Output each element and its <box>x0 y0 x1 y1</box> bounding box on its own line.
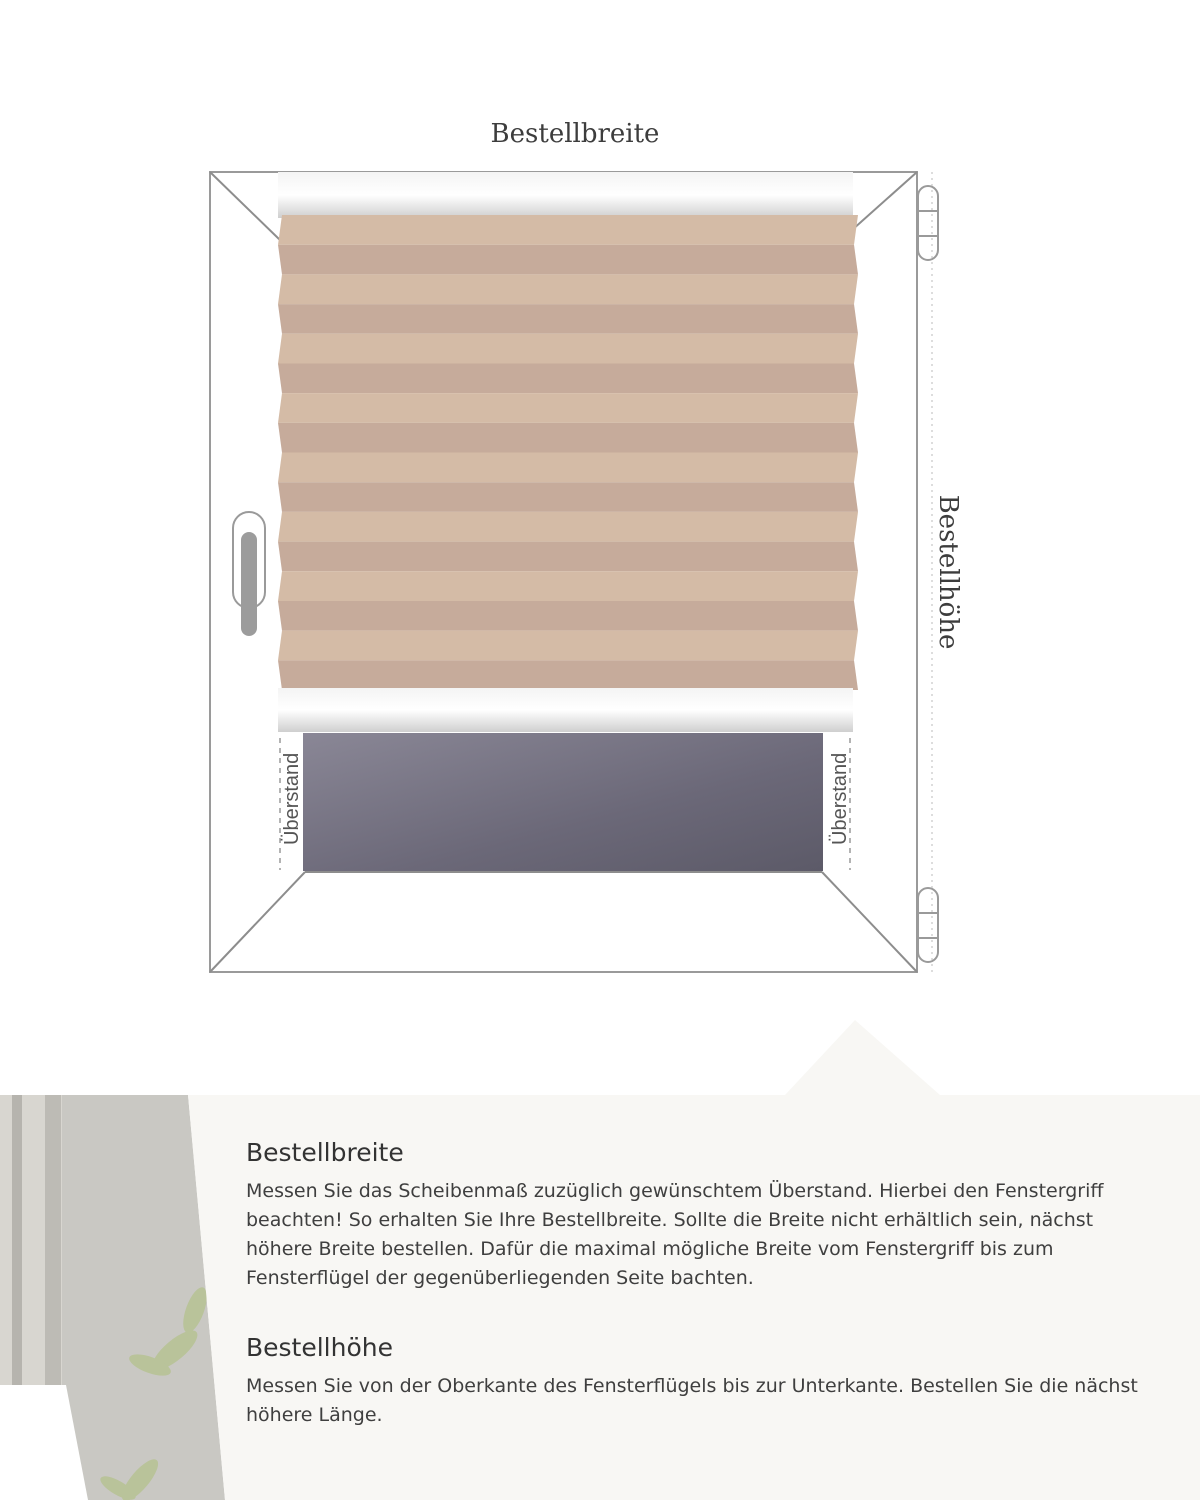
window-glass <box>303 733 823 871</box>
pleat <box>278 245 858 275</box>
pleat <box>278 482 858 512</box>
pleat <box>278 393 858 423</box>
height-heading: Bestellhöhe <box>246 1333 393 1362</box>
pleat <box>278 660 858 690</box>
pleat <box>278 631 858 661</box>
height-label: Bestellhöhe <box>933 494 963 650</box>
width-text: Messen Sie das Scheibenmaß zuzüglich gewünschtem Überstand. Hierbei den Fenstergriff beachten! So erhalten Sie Ihre Bestellbreite. Sollte die Breite nicht erhältlich sein, nächst höhere Breite bestellen. Dafür die maximal mögliche Breite vom Fenstergriff bis zum Fensterflügel der gegenüberliegenden Seite bachten. <box>246 1180 1104 1289</box>
pleat <box>278 601 858 631</box>
pleat <box>278 304 858 334</box>
pleat <box>278 334 858 364</box>
height-section <box>246 1333 1156 1430</box>
overhang-label-left: Überstand <box>281 752 303 845</box>
pleat <box>278 542 858 572</box>
pleat <box>278 215 858 245</box>
pleat <box>278 363 858 393</box>
height-text: Messen Sie von der Oberkante des Fensterflügels bis zur Unterkante. Bestellen Sie die nächst höhere Länge. <box>246 1375 1138 1426</box>
overhang-label-right: Überstand <box>829 752 851 845</box>
pleat <box>278 274 858 304</box>
measurement-instructions <box>246 1138 1156 1470</box>
blind-bottom-rail <box>278 688 853 732</box>
pleat <box>278 512 858 542</box>
width-section <box>246 1138 1156 1293</box>
pleated-fabric <box>278 215 858 690</box>
pleat <box>278 453 858 483</box>
width-label: Bestellbreite <box>490 119 660 149</box>
pleat <box>278 423 858 453</box>
width-heading: Bestellbreite <box>246 1138 404 1167</box>
blind-top-rail <box>278 172 853 218</box>
pleat <box>278 571 858 601</box>
